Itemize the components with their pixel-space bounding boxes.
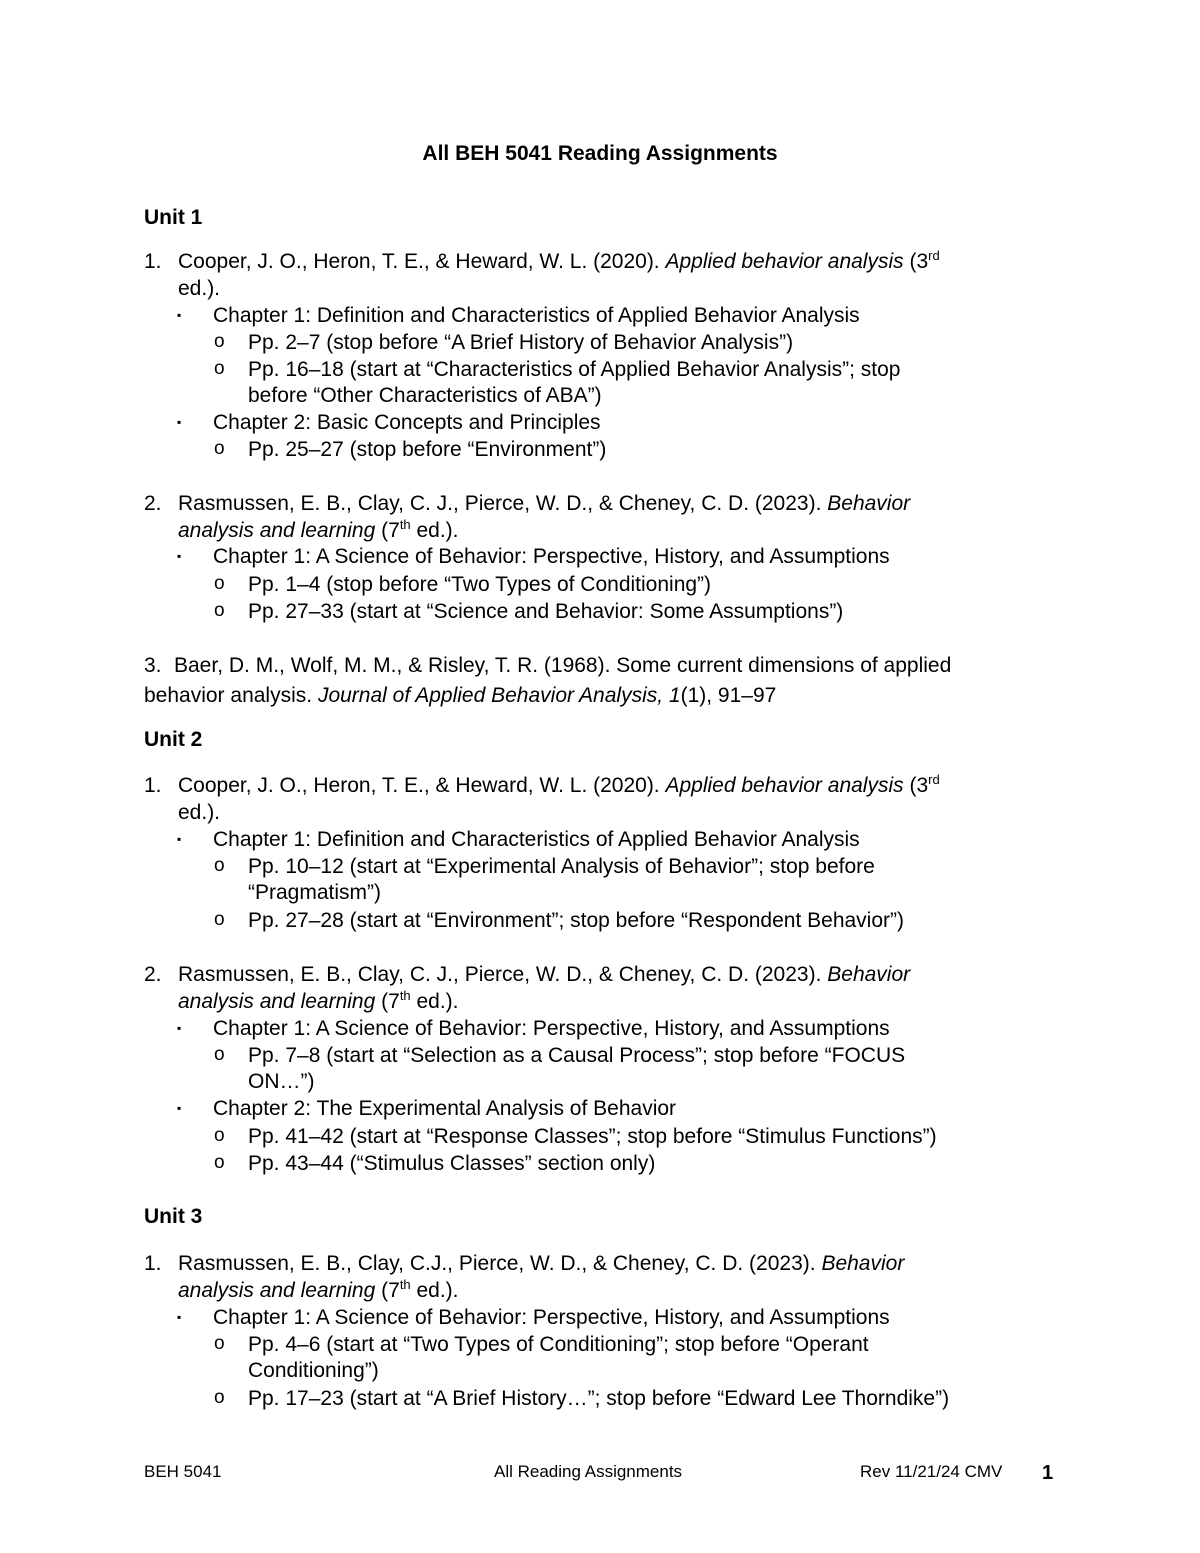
book-title: Behavior — [821, 1252, 905, 1275]
edition-prefix: (7 — [375, 1279, 400, 1302]
bullet-marker: ▪ — [177, 1101, 182, 1115]
citation-authors: Rasmussen, E. B., Clay, C. J., Pierce, W. D., & Cheney, C. D. (2023). — [178, 963, 828, 986]
reference-citation — [178, 772, 940, 799]
book-title: Behavior — [827, 963, 911, 986]
edition-superscript: th — [399, 517, 411, 532]
edition-prefix: (3 — [903, 250, 929, 273]
page-range-item: Pp. 4–6 (start at “Two Types of Conditioning”; stop before “Operant — [248, 1333, 869, 1356]
chapter-item: Chapter 1: Definition and Characteristics of Applied Behavior Analysis — [213, 828, 860, 851]
list-number: 2. — [144, 963, 162, 986]
page-range-item-continued: before “Other Characteristics of ABA”) — [248, 384, 602, 407]
footer-title: All Reading Assignments — [494, 1462, 683, 1481]
reference-citation — [178, 961, 910, 988]
unit-1-heading: Unit 1 — [144, 206, 203, 229]
reference-citation — [178, 1250, 904, 1277]
reference-citation-continued — [178, 1277, 459, 1304]
edition-superscript: rd — [928, 772, 940, 787]
list-number: 2. — [144, 492, 162, 515]
reference-citation-continued — [178, 517, 459, 544]
citation-text: behavior analysis. — [144, 684, 318, 707]
edition-prefix: (7 — [375, 519, 400, 542]
chapter-item: Chapter 1: Definition and Characteristics of Applied Behavior Analysis — [213, 304, 860, 327]
reference-citation-continued — [144, 682, 776, 709]
book-title: Behavior — [827, 492, 911, 515]
sub-bullet-marker: o — [214, 358, 225, 379]
citation-authors: Cooper, J. O., Heron, T. E., & Heward, W. L. (2020). — [178, 250, 666, 273]
book-title: Applied behavior analysis — [665, 250, 904, 273]
chapter-item: Chapter 2: The Experimental Analysis of Behavior — [213, 1097, 677, 1120]
list-number: 1. — [144, 1252, 162, 1275]
page-number: 1 — [1042, 1462, 1054, 1484]
chapter-item: Chapter 1: A Science of Behavior: Perspective, History, and Assumptions — [213, 1306, 890, 1329]
edition-line: ed.). — [178, 801, 221, 824]
reference-citation — [178, 490, 910, 517]
page-range-item-continued: Conditioning”) — [248, 1359, 379, 1382]
edition-superscript: rd — [928, 248, 940, 263]
page-range-item: Pp. 41–42 (start at “Response Classes”; stop before “Stimulus Functions”) — [248, 1125, 937, 1148]
sub-bullet-marker: o — [214, 600, 225, 621]
page-range-item: Pp. 27–33 (start at “Science and Behavior: Some Assumptions”) — [248, 600, 844, 623]
edition-suffix: ed.). — [410, 990, 459, 1013]
edition-prefix: (3 — [903, 774, 929, 797]
bullet-marker: ▪ — [177, 832, 182, 846]
edition-superscript: th — [399, 1277, 411, 1292]
page-range-item: Pp. 2–7 (stop before “A Brief History of Behavior Analysis”) — [248, 331, 794, 354]
journal-title: Journal of Applied Behavior Analysis, 1 — [317, 684, 681, 707]
citation-authors: Rasmussen, E. B., Clay, C.J., Pierce, W. D., & Cheney, C. D. (2023). — [178, 1252, 822, 1275]
sub-bullet-marker: o — [214, 331, 225, 352]
edition-suffix: ed.). — [410, 1279, 459, 1302]
page-range-item-continued: “Pragmatism”) — [248, 881, 382, 904]
book-title: analysis and learning — [178, 990, 376, 1013]
sub-bullet-marker: o — [214, 1152, 225, 1173]
sub-bullet-marker: o — [214, 909, 225, 930]
citation-authors: Cooper, J. O., Heron, T. E., & Heward, W. L. (2020). — [178, 774, 666, 797]
edition-suffix: ed.). — [410, 519, 459, 542]
page-range-item: Pp. 27–28 (start at “Environment”; stop before “Respondent Behavior”) — [248, 909, 905, 932]
bullet-marker: ▪ — [177, 1310, 182, 1324]
sub-bullet-marker: o — [214, 855, 225, 876]
page-range-item: Pp. 7–8 (start at “Selection as a Causal Process”; stop before “FOCUS — [248, 1044, 906, 1067]
citation-issue: (1), 91–97 — [680, 684, 777, 707]
chapter-item: Chapter 1: A Science of Behavior: Perspective, History, and Assumptions — [213, 545, 890, 568]
page-range-item: Pp. 43–44 (“Stimulus Classes” section only) — [248, 1152, 656, 1175]
document-title: All BEH 5041 Reading Assignments — [422, 142, 778, 165]
list-number: 3. — [144, 654, 162, 677]
sub-bullet-marker: o — [214, 1333, 225, 1354]
sub-bullet-marker: o — [214, 438, 225, 459]
page-range-item: Pp. 16–18 (start at “Characteristics of Applied Behavior Analysis”; stop — [248, 358, 901, 381]
book-title: analysis and learning — [178, 519, 376, 542]
page-range-item: Pp. 17–23 (start at “A Brief History…”; stop before “Edward Lee Thorndike”) — [248, 1387, 950, 1410]
bullet-marker: ▪ — [177, 549, 182, 563]
sub-bullet-marker: o — [214, 1125, 225, 1146]
sub-bullet-marker: o — [214, 573, 225, 594]
reference-citation — [178, 248, 940, 275]
page-range-item: Pp. 25–27 (stop before “Environment”) — [248, 438, 607, 461]
list-number: 1. — [144, 250, 162, 273]
chapter-item: Chapter 2: Basic Concepts and Principles — [213, 411, 601, 434]
chapter-item: Chapter 1: A Science of Behavior: Perspective, History, and Assumptions — [213, 1017, 890, 1040]
edition-line: ed.). — [178, 277, 221, 300]
page-range-item-continued: ON…”) — [248, 1070, 315, 1093]
sub-bullet-marker: o — [214, 1387, 225, 1408]
edition-prefix: (7 — [375, 990, 400, 1013]
book-title: analysis and learning — [178, 1279, 376, 1302]
sub-bullet-marker: o — [214, 1044, 225, 1065]
bullet-marker: ▪ — [177, 415, 182, 429]
page-range-item: Pp. 10–12 (start at “Experimental Analysis of Behavior”; stop before — [248, 855, 875, 878]
page-range-item: Pp. 1–4 (stop before “Two Types of Conditioning”) — [248, 573, 712, 596]
footer-revision: Rev 11/21/24 CMV — [860, 1462, 1003, 1481]
unit-2-heading: Unit 2 — [144, 728, 203, 751]
edition-superscript: th — [399, 988, 411, 1003]
unit-3-heading: Unit 3 — [144, 1205, 203, 1228]
bullet-marker: ▪ — [177, 1021, 182, 1035]
bullet-marker: ▪ — [177, 308, 182, 322]
reference-citation-continued — [178, 988, 459, 1015]
citation-authors: Rasmussen, E. B., Clay, C. J., Pierce, W. D., & Cheney, C. D. (2023). — [178, 492, 828, 515]
reference-citation: Baer, D. M., Wolf, M. M., & Risley, T. R. (1968). Some current dimensions of applied — [174, 654, 952, 677]
footer-course: BEH 5041 — [144, 1462, 222, 1481]
book-title: Applied behavior analysis — [665, 774, 904, 797]
list-number: 1. — [144, 774, 162, 797]
